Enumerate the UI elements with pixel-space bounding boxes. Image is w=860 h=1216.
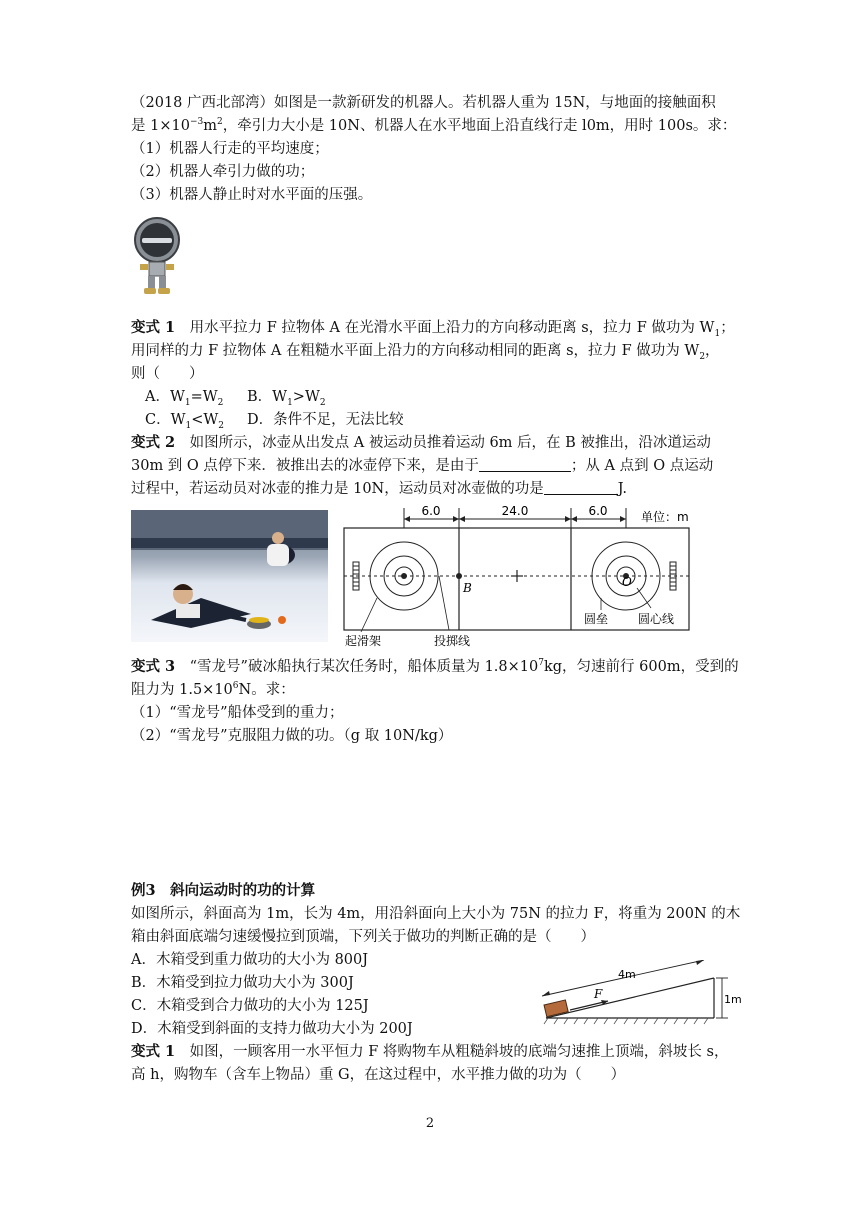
variant-1-option-b: B．$W_1>W_2$ — [247, 389, 326, 408]
variant-1-option-d: D．条件不足，无法比较 — [247, 412, 404, 428]
height-label: 1m — [724, 993, 742, 1006]
variant-1-line-1: 变式 1 用水平拉力 F 拉物体 A 在光滑水平面上沿力的方向移动距离 s，拉力 F 做功为 $W_1$； — [131, 319, 735, 339]
variant-3-line-2: 阻力为 $1.5\times 10^6N$。求： — [131, 681, 295, 698]
question-3: （3）机器人静止时对水平面的压强。 — [131, 187, 373, 203]
variant-1-line-3: 则（ ） — [131, 366, 204, 382]
example-3-title: 例3 斜向运动时的功的计算 — [131, 882, 316, 899]
curling-photo — [131, 510, 328, 642]
center-line-label: 圆心线 — [638, 612, 675, 626]
problem-intro-line-2: 是 $1\times 10^{-3}m^2$，牵引力大小是 10N、机器人在水平地面上沿直线行走 l0m，用时 100s。求： — [131, 117, 737, 134]
example-3-option-a: A．木箱受到重力做功的大小为 800J — [131, 952, 369, 968]
answer-blank-2[interactable] — [544, 480, 618, 495]
variant-2-line-2: 30m 到 O 点停下来．被推出去的冰壶停下来，是由于 ；从 A 点到 O 点运动 — [131, 458, 714, 474]
unit-label: 单位：m — [641, 510, 689, 524]
hack-label: 起滑架 — [345, 634, 382, 648]
robot-image — [131, 214, 193, 296]
problem-intro-line-1: （2018 广西北部湾）如图是一款新研发的机器人。若机器人重为 15N，与地面的接触面积 — [131, 95, 716, 111]
variant-1-option-a: A．$W_1=W_2$ — [145, 389, 224, 408]
variant-3-line-1: 变式 3 “雪龙号”破冰船执行某次任务时，船体质量为 $1.8\times 10^7kg$，匀速前行 600m，受到的 — [131, 658, 739, 675]
dim-label-3: 6.0 — [588, 504, 608, 518]
variant-2-line-3: 过程中，若运动员对冰壶的推力是 10N，运动员对冰壶做的功是 J. — [131, 481, 628, 497]
variant-2-line-1: 变式 2 如图所示，冰壶从出发点 A 被运动员推着运动 6m 后，在 B 被推出，沿冰道运动 — [131, 434, 711, 451]
incline-diagram — [538, 960, 743, 1030]
point-o-label: O — [622, 575, 632, 589]
variant-3-question-2: （2）“雪龙号”克服阻力做的功。（g 取 10N/kg） — [131, 728, 453, 744]
example-3-option-b: B．木箱受到拉力做功大小为 300J — [131, 975, 354, 991]
variant-1-line-2: 用同样的力 F 拉物体 A 在粗糙水平面上沿力的方向移动相同的距离 s，拉力 F 做功为 $W_2$， — [131, 343, 720, 362]
slope-length-label: 4m — [618, 968, 636, 981]
question-2: （2）机器人牵引力做的功； — [131, 164, 315, 180]
variant-1-option-c: C．$W_1<W_2$ — [145, 412, 225, 431]
dim-label-2: 24.0 — [501, 504, 529, 518]
variant-3-question-1: （1）“雪龙号”船体受到的重力； — [131, 705, 344, 721]
example-3-option-d: D．木箱受到斜面的支持力做功大小为 200J — [131, 1021, 413, 1037]
curling-sheet-diagram — [339, 502, 704, 648]
variant-4-line-2: 高 h，购物车（含车上物品）重 G，在这过程中，水平推力做的功为（ ） — [131, 1067, 626, 1083]
variant-4-line-1: 变式 1 如图，一顾客用一水平恒力 F 将购物车从粗糙斜坡的底端匀速推上顶端，斜坡长 s， — [131, 1043, 729, 1060]
hog-line-label: 投掷线 — [434, 634, 471, 648]
example-3-line-1: 如图所示，斜面高为 1m，长为 4m，用沿斜面向上大小为 75N 的拉力 F，将重为 200N 的木 — [131, 906, 741, 922]
force-label: F — [594, 987, 603, 1001]
example-3-line-2: 箱由斜面底端匀速缓慢拉到顶端，下列关于做功的判断正确的是（ ） — [131, 929, 595, 945]
question-1: （1）机器人行走的平均速度； — [131, 141, 329, 157]
point-b-label: B — [463, 581, 472, 595]
dim-label-1: 6.0 — [421, 504, 441, 518]
answer-blank-1[interactable] — [479, 457, 571, 472]
example-3-option-c: C．木箱受到合力做功的大小为 125J — [131, 998, 369, 1014]
house-label: 圆垒 — [584, 612, 609, 626]
page-number: 2 — [425, 1116, 435, 1131]
